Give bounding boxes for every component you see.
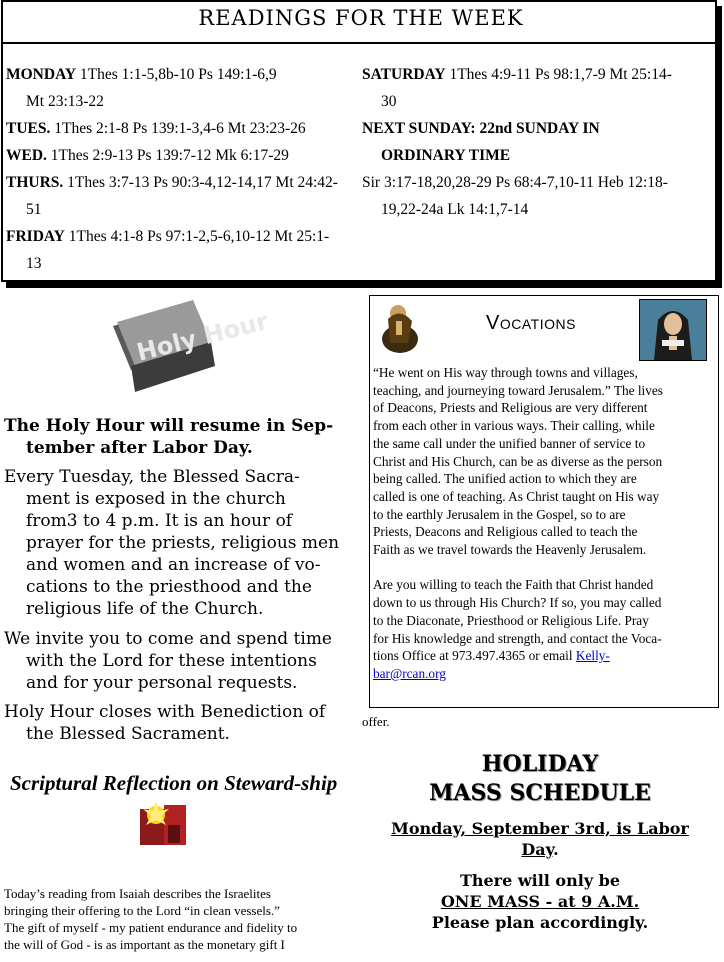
holy-hour-tuesday-line: prayer for the priests, religious men bbox=[26, 533, 340, 553]
praying-nun-icon bbox=[639, 299, 707, 361]
holiday-body bbox=[370, 818, 710, 933]
holy-hour-tuesday-paragraph bbox=[4, 466, 354, 620]
holy-hour-tuesday-line: Every Tuesday, the Blessed Sacra- bbox=[4, 467, 300, 487]
reading-next-sunday-cont: 19,22-24a Lk 14:1,7-14 bbox=[381, 201, 529, 218]
readings-box bbox=[1, 0, 717, 282]
vocations-line: “He went on His way through towns and villages, bbox=[373, 365, 638, 380]
vocations-text bbox=[373, 364, 717, 683]
reading-monday-cont: Mt 23:13-22 bbox=[26, 93, 104, 110]
stewardship-line: the will of God - is as important as the monetary gift I bbox=[4, 937, 285, 952]
offering-clipart-icon bbox=[138, 795, 190, 847]
stewardship-line: bringing their offering to the Lord “in clean vessels.” bbox=[4, 903, 280, 918]
reading-friday: FRIDAY 1Thes 4:1-8 Ps 97:1-2,5-6,10-12 Mt 25:1- bbox=[6, 228, 330, 245]
vocations-title: Vocations bbox=[486, 312, 576, 334]
vocations-line: teaching, and journeying toward Jerusalem.” The lives bbox=[373, 382, 663, 398]
vocations-line: to the Diaconate, Priesthood or Religious Life. Pray bbox=[373, 612, 649, 628]
holy-hour-logo-text: Holy Hour bbox=[133, 307, 272, 367]
holy-hour-benediction-line: the Blessed Sacrament. bbox=[26, 724, 230, 744]
vocations-line: tions Office at 973.497.4365 or email Kelly- bbox=[373, 648, 610, 664]
reading-tuesday: TUES. 1Thes 2:1-8 Ps 139:1-3,4-6 Mt 23:23-26 bbox=[6, 120, 306, 137]
vocations-email-link-cont[interactable]: bar@rcan.org bbox=[373, 665, 446, 681]
holy-hour-benediction-line: Holy Hour closes with Benediction of bbox=[4, 702, 326, 722]
vocations-line: Priests, Deacons and Religious called to teach the bbox=[373, 524, 638, 540]
labor-day-line: Monday, September 3rd, is Labor bbox=[391, 819, 689, 838]
vocations-line: down to us through His Church? If so, you may called bbox=[373, 595, 662, 611]
vocations-email-link[interactable]: Kelly- bbox=[575, 648, 610, 664]
vocations-line: from each other in various ways. Their calling, while bbox=[373, 418, 655, 434]
vocations-line: being called. The unified action to which they are bbox=[373, 471, 637, 487]
vocations-line: Faith as we travel towards the Heavenly Jerusalem. bbox=[373, 542, 647, 558]
vocations-line: for His knowledge and strength, and contact the Voca- bbox=[373, 630, 662, 646]
stewardship-text bbox=[4, 885, 354, 953]
holy-hour-tuesday-line: and women and an increase of vo- bbox=[26, 555, 321, 575]
reading-next-sunday: Sir 3:17-18,20,28-29 Ps 68:4-7,10-11 Heb 12:18- bbox=[362, 174, 668, 191]
holy-hour-resume-line: tember after Labor Day. bbox=[26, 438, 253, 458]
reading-saturday-cont: 30 bbox=[381, 93, 397, 110]
vocations-line: called is one of teaching. As Christ taught on His way bbox=[373, 488, 660, 504]
labor-day-line: Day. bbox=[521, 840, 559, 859]
holy-hour-tuesday-line: from3 to 4 p.m. It is an hour of bbox=[26, 511, 293, 531]
holy-hour-invite-line: and for your personal requests. bbox=[26, 673, 298, 693]
praying-figure-icon bbox=[376, 299, 424, 355]
holy-hour-invite-paragraph bbox=[4, 628, 354, 694]
stewardship-title: Scriptural Reflection on Steward-ship bbox=[10, 771, 338, 795]
vocations-line bbox=[373, 665, 717, 683]
reading-thursday: THURS. 1Thes 3:7-13 Ps 90:3-4,12-14,17 Mt 24:42- bbox=[6, 174, 338, 191]
holy-hour-tuesday-line: religious life of the Church. bbox=[26, 599, 264, 619]
holy-hour-resume-paragraph bbox=[4, 415, 354, 459]
plan-line: Please plan accordingly. bbox=[431, 913, 649, 932]
reading-next-sunday-label: NEXT SUNDAY: 22nd SUNDAY IN bbox=[362, 120, 600, 137]
holy-hour-invite-line: with the Lord for these intentions bbox=[26, 651, 317, 671]
vocations-line: of Deacons, Priests and Religious are very different bbox=[373, 400, 648, 416]
holy-hour-resume-line: The Holy Hour will resume in Sep- bbox=[4, 416, 334, 436]
holy-hour-tuesday-line: cations to the priesthood and the bbox=[26, 577, 312, 597]
reading-wednesday: WED. 1Thes 2:9-13 Ps 139:7-12 Mk 6:17-29 bbox=[6, 147, 289, 164]
reading-thursday-cont: 51 bbox=[26, 201, 42, 218]
readings-title: READINGS FOR THE WEEK bbox=[198, 6, 524, 30]
vocations-line: Christ and His Church, can be as diverse as the person bbox=[373, 453, 663, 469]
reading-monday: MONDAY 1Thes 1:1-5,8b-10 Ps 149:1-6,9 bbox=[6, 66, 277, 83]
holy-hour-tuesday-line: ment is exposed in the church bbox=[26, 489, 286, 509]
only-line: There will only be bbox=[459, 871, 621, 890]
holy-hour-logo bbox=[107, 296, 272, 396]
offer-text: offer. bbox=[362, 714, 390, 729]
holiday-title-line: HOLIDAY bbox=[481, 751, 599, 777]
stewardship-line: Today’s reading from Isaiah describes the Israelites bbox=[4, 886, 271, 901]
vocations-line: the same call under the unified banner of service to bbox=[373, 435, 646, 451]
reading-saturday: SATURDAY 1Thes 4:9-11 Ps 98:1,7-9 Mt 25:14- bbox=[362, 66, 672, 83]
holy-hour-benediction-paragraph bbox=[4, 701, 354, 745]
vocations-line: to the earthly Jerusalem in the Gospel, so to are bbox=[373, 506, 626, 522]
one-mass-line: ONE MASS - at 9 A.M. bbox=[440, 892, 640, 911]
holiday-title bbox=[370, 750, 710, 808]
holy-hour-invite-line: We invite you to come and spend time bbox=[4, 629, 332, 649]
stewardship-line: The gift of myself - my patient endurance and fidelity to bbox=[4, 920, 298, 935]
reading-friday-cont: 13 bbox=[26, 255, 42, 272]
reading-next-sunday-label-cont: ORDINARY TIME bbox=[381, 147, 511, 164]
vocations-spacer bbox=[373, 559, 717, 577]
vocations-line: Are you willing to teach the Faith that Christ handed bbox=[373, 577, 654, 593]
readings-title-rule bbox=[3, 42, 715, 44]
holiday-title-line: MASS SCHEDULE bbox=[429, 780, 651, 806]
